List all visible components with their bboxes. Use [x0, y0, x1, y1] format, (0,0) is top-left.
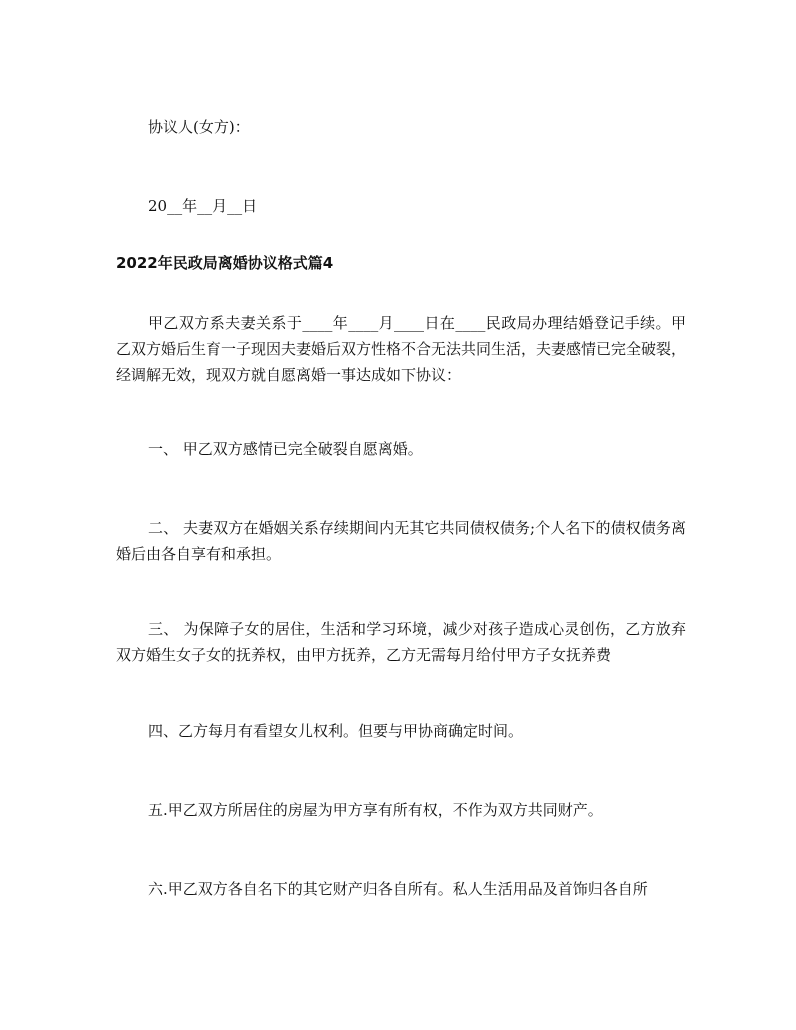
clause-5: 五.甲乙双方所居住的房屋为甲方享有所有权，不作为双方共同财产。 — [148, 801, 603, 819]
section-title: 2022年民政局离婚协议格式篇4 — [116, 254, 334, 272]
signature-female-label: 协议人(女方)： — [148, 118, 250, 136]
intro-paragraph: 甲乙双方系夫妻关系于____年____月____日在____民政局办理结婚登记手续。甲乙双方婚后生育一子现因夫妻婚后双方性格不合无法共同生活，夫妻感情已完全破裂，经调解无效，现双方就自愿离婚一事达成如下协议： — [116, 314, 687, 384]
clause-4: 四、乙方每月有看望女儿权利。但要与甲协商确定时间。 — [148, 722, 524, 740]
signature-date: 20__年__月__日 — [148, 197, 258, 215]
clause-3: 三、 为保障子女的居住，生活和学习环境，减少对孩子造成心灵创伤，乙方放弃双方婚生女子女的抚养权，由甲方抚养，乙方无需每月给付甲方子女抚养费 — [116, 620, 686, 664]
clause-2: 二、 夫妻双方在婚姻关系存续期间内无其它共同债权债务;个人名下的债权债务离婚后由各自享有和承担。 — [116, 519, 686, 563]
clause-6: 六.甲乙双方各自名下的其它财产归各自所有。私人生活用品及首饰归各自所 — [148, 880, 648, 898]
clause-1: 一、 甲乙双方感情已完全破裂自愿离婚。 — [148, 440, 423, 458]
